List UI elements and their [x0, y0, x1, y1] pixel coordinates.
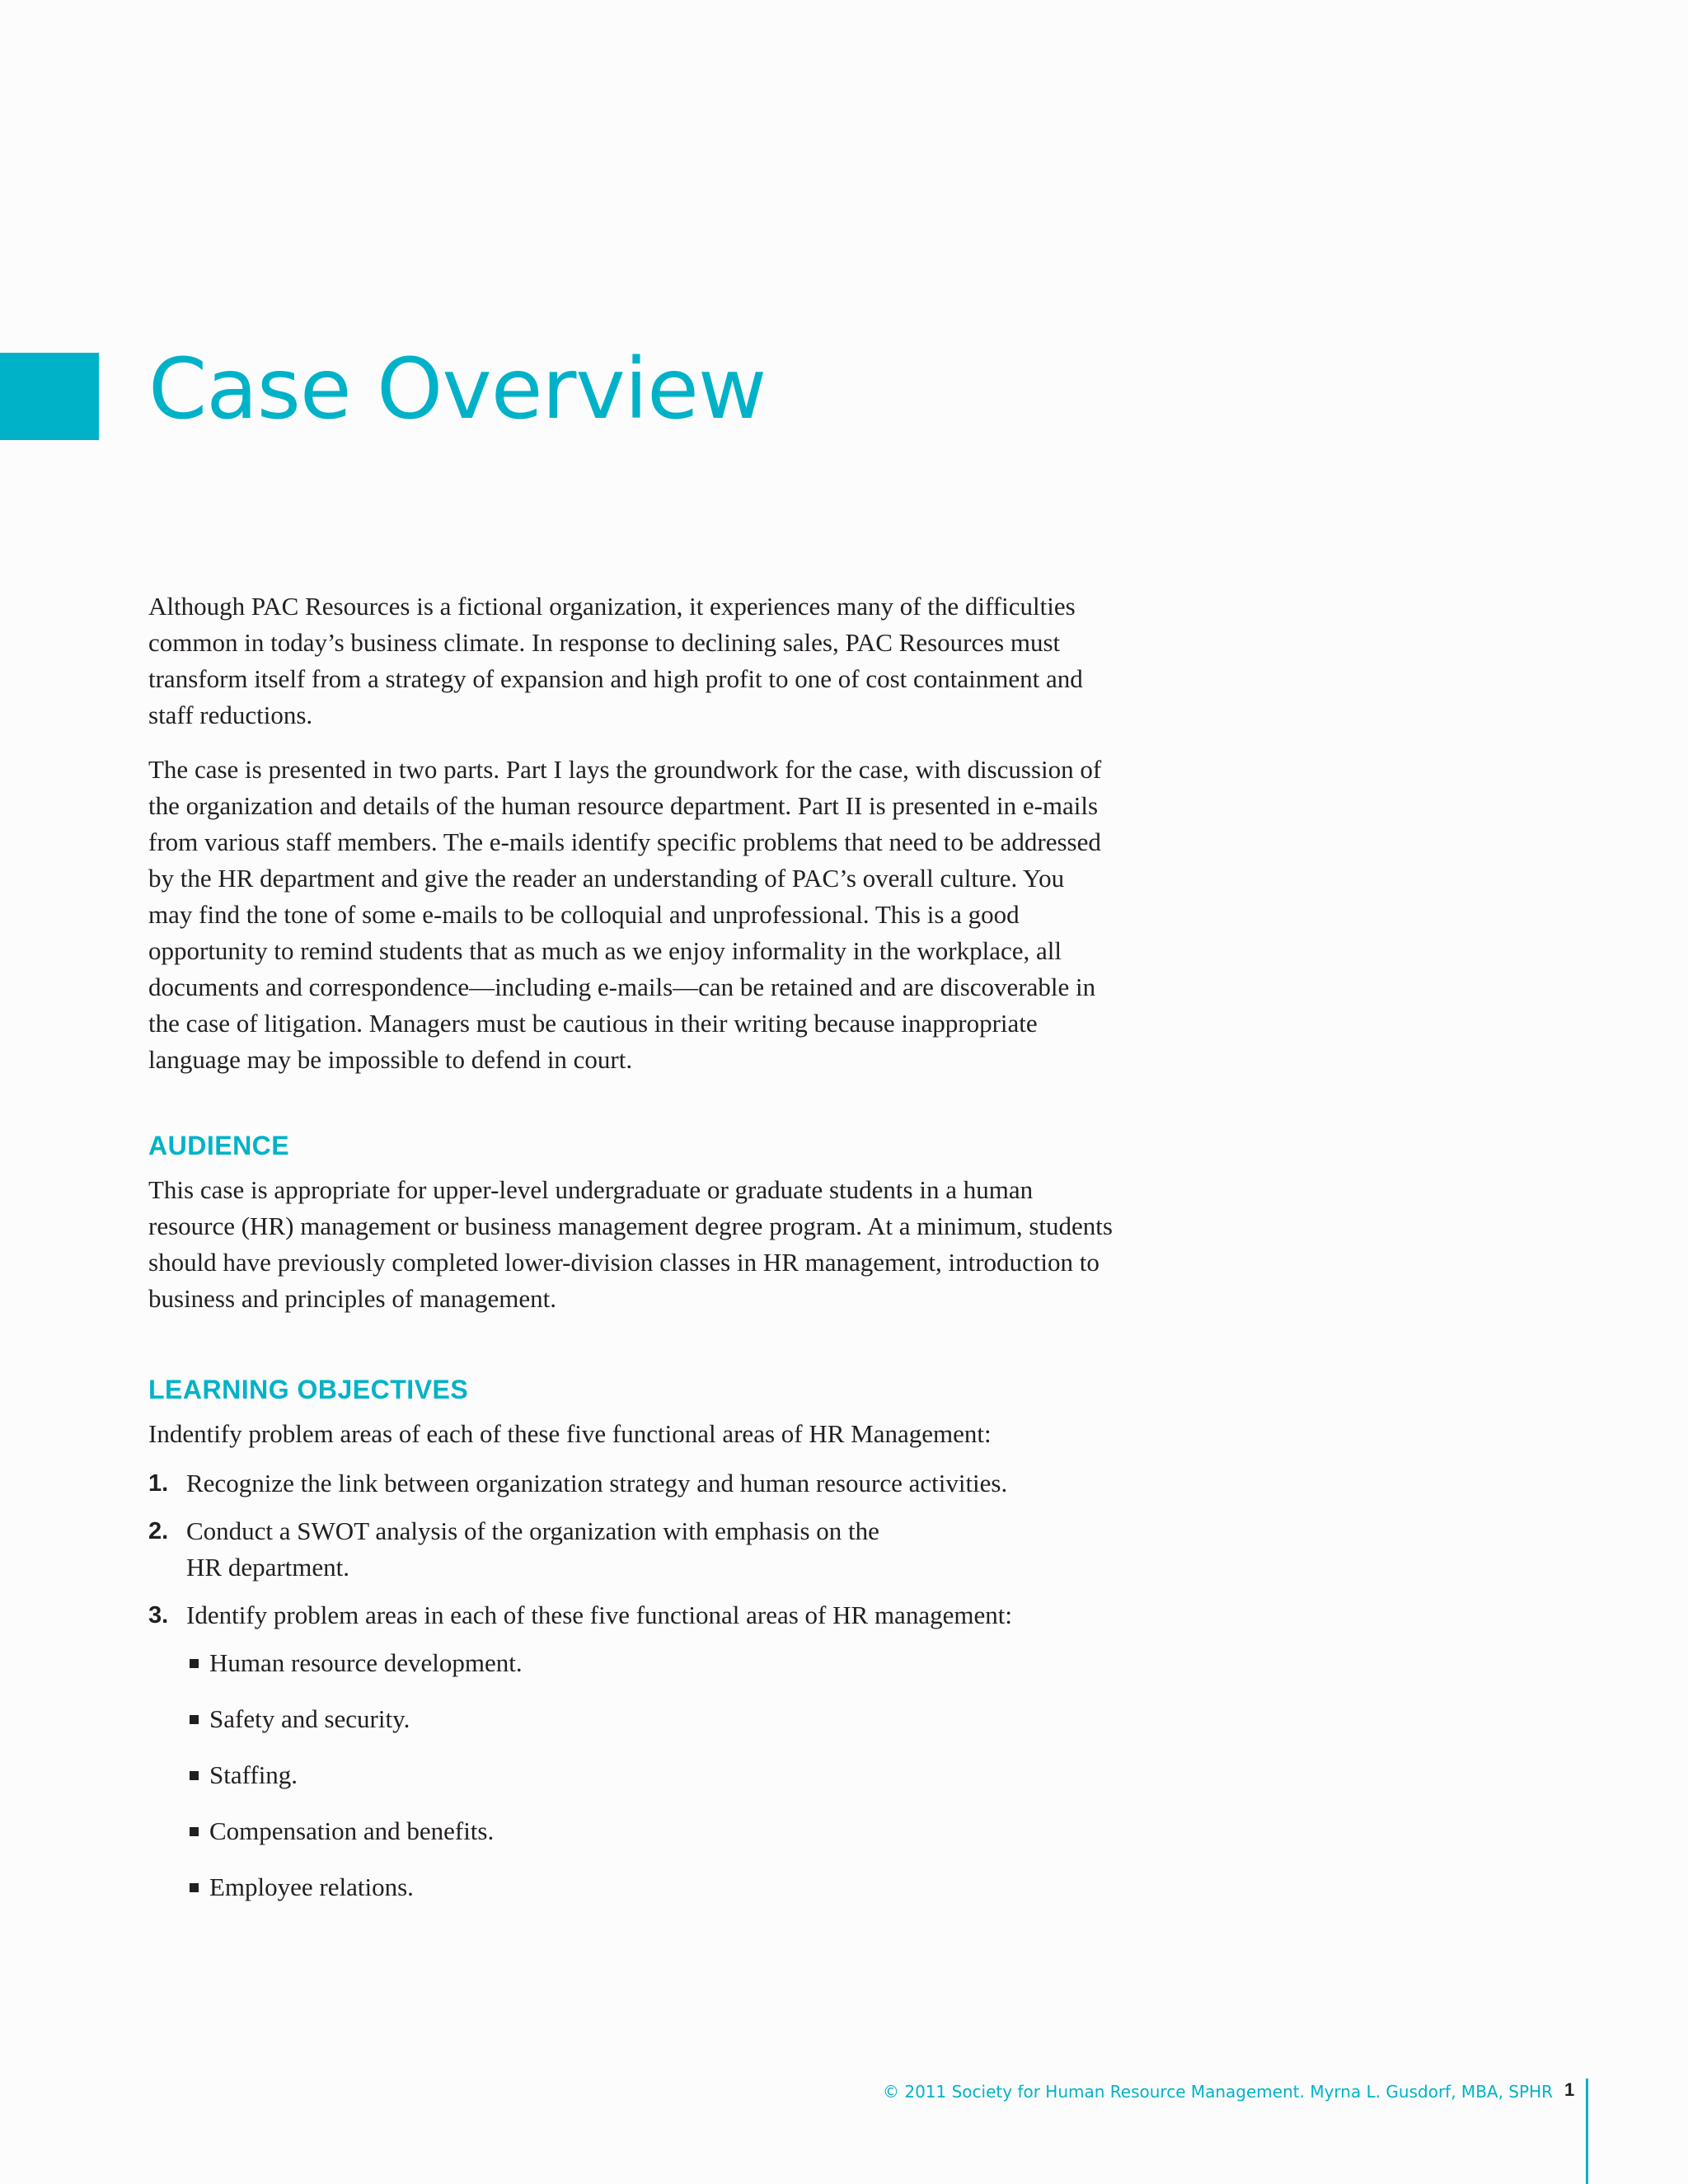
footer-divider [1586, 2079, 1588, 2184]
learning-objectives-list [148, 1465, 1113, 1633]
list-item-text: Compensation and benefits. [209, 1816, 495, 1845]
title-accent-block [0, 353, 99, 440]
page-number: 1 [1564, 2079, 1575, 2100]
functional-areas-list [148, 1645, 1113, 1905]
list-item [148, 1645, 1113, 1681]
learning-objectives-intro: Indentify problem areas of each of these five functional areas of HR Management: [148, 1419, 992, 1448]
square-bullet-icon [190, 1771, 199, 1780]
list-item-text: Employee relations. [209, 1872, 414, 1901]
page-title: Case Overview [148, 340, 767, 438]
intro-paragraph-1: Although PAC Resources is a fictional organization, it experiences many of the difficulties common in today’s business climate. In response to declining sales, PAC Resources must transform itself from a strategy of expansion and high profit to one of cost containment and staff reductions. [148, 592, 1083, 729]
square-bullet-icon [190, 1883, 199, 1892]
intro-paragraph-2: The case is presented in two parts. Part I lays the groundwork for the case, with discussion of the organization and details of the human resource department. Part II is presented in e-mails from various staff members. The e-mails identify specific problems that need to be addressed by the HR department and give the reader an understanding of PAC’s overall culture. You may find the tone of some e-mails to be colloquial and unprofessional. This is a good opportunity to remind students that as much as we enjoy informality in the workplace, all documents and correspondence—including e-mails—can be retained and are discoverable in the case of litigation. Managers must be cautious in their writing because inappropriate language may be impossible to defend in court. [148, 755, 1102, 1074]
square-bullet-icon [190, 1715, 199, 1724]
list-item [148, 1813, 1113, 1849]
list-item [148, 1757, 1113, 1793]
list-item-text: Safety and security. [209, 1704, 410, 1733]
objective-number: 1. [148, 1470, 169, 1497]
audience-heading: AUDIENCE [148, 1131, 290, 1160]
objective-item [148, 1597, 1113, 1633]
objective-number: 2. [148, 1518, 169, 1544]
learning-objectives-heading: LEARNING OBJECTIVES [148, 1375, 469, 1404]
square-bullet-icon [190, 1659, 199, 1668]
square-bullet-icon [190, 1827, 199, 1836]
list-item [148, 1701, 1113, 1737]
objective-number: 3. [148, 1602, 169, 1629]
objective-text: Identify problem areas in each of these five functional areas of HR management: [186, 1601, 1012, 1629]
list-item [148, 1869, 1113, 1905]
footer-copyright: © 2011 Society for Human Resource Management. Myrna L. Gusdorf, MBA, SPHR [883, 2082, 1553, 2102]
objective-text: Recognize the link between organization strategy and human resource activities. [186, 1469, 1008, 1497]
objective-item [148, 1465, 1113, 1502]
objective-item [148, 1513, 1113, 1586]
list-item-text: Staffing. [209, 1760, 298, 1789]
audience-paragraph: This case is appropriate for upper-level undergraduate or graduate students in a human resource (HR) management or business management degree program. At a minimum, students should have previously completed lower-division classes in HR management, introduction to business and principles of management. [148, 1175, 1113, 1313]
list-item-text: Human resource development. [209, 1648, 523, 1677]
objective-text: Conduct a SWOT analysis of the organization with emphasis on the HR department. [186, 1516, 879, 1582]
document-body [148, 588, 1113, 1925]
